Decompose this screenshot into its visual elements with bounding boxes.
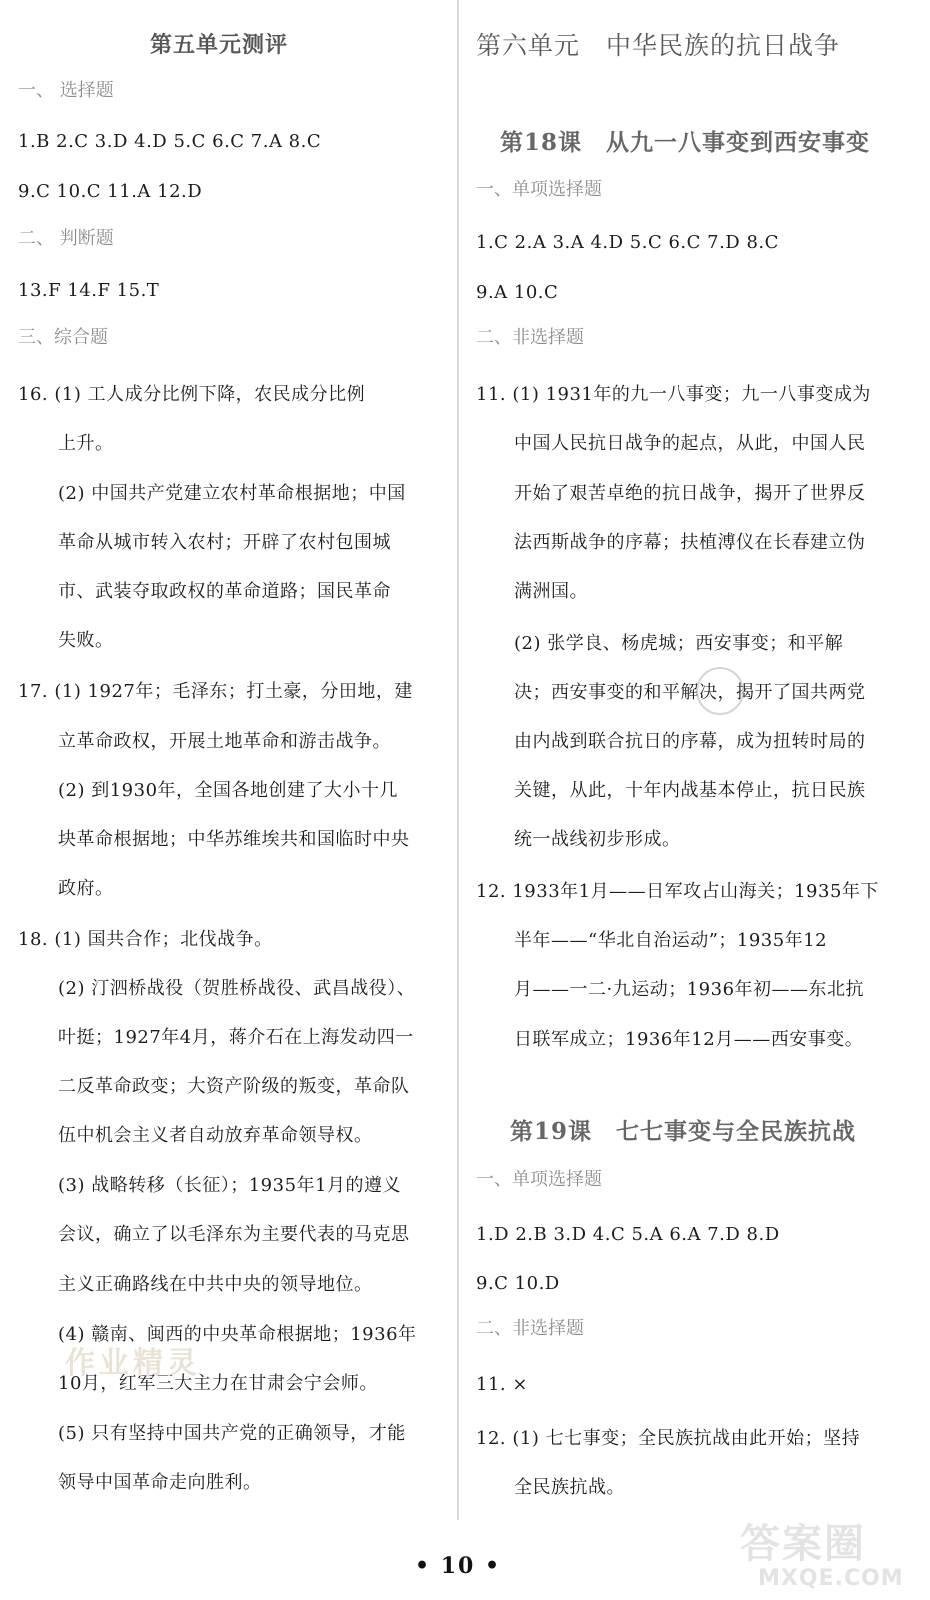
watermark-site: MXQE.COM <box>758 1566 904 1591</box>
section-heading-nonchoice: 二、非选择题 <box>476 327 584 348</box>
answer-line: (4) 赣南、闽西的中央革命根据地；1936年 <box>58 1324 417 1345</box>
answer-line: 主义正确路线在中共中央的领导地位。 <box>58 1274 373 1295</box>
answer-line: 9.C 10.D <box>476 1273 560 1294</box>
watermark-logo: 答案圈 <box>740 1520 866 1567</box>
answer-line: 满洲国。 <box>514 581 588 602</box>
answer-line: 12. (1) 七七事变；全民族抗战由此开始；坚持 <box>476 1428 861 1449</box>
answer-line: 16. (1) 工人成分比例下降，农民成分比例 <box>18 384 366 405</box>
answer-line: 半年——“华北自治运动”；1935年12 <box>514 930 828 951</box>
answer-line: 立革命政权，开展土地革命和游击战争。 <box>58 731 391 752</box>
answer-line: (3) 战略转移（长征）；1935年1月的遵义 <box>58 1175 401 1196</box>
section-heading-choice: 一、 选择题 <box>18 80 114 101</box>
answer-line: 1.D 2.B 3.D 4.C 5.A 6.A 7.D 8.D <box>476 1224 780 1245</box>
answer-line: 开始了艰苦卓绝的抗日战争，揭开了世界反 <box>514 483 866 504</box>
answer-line: 全民族抗战。 <box>514 1477 625 1498</box>
answer-line: 17. (1) 1927年；毛泽东；打土豪，分田地，建 <box>18 681 413 702</box>
answer-line: (2) 张学良、杨虎城；西安事变；和平解 <box>514 633 844 654</box>
answer-line: 伍中机会主义者自动放弃革命领导权。 <box>58 1125 373 1146</box>
answer-line: 日联军成立；1936年12月——西安事变。 <box>514 1029 864 1050</box>
unit-5-title: 第五单元测评 <box>150 32 289 58</box>
unit-6-title: 第六单元 中华民族的抗日战争 <box>476 31 841 60</box>
lesson-19-title: 第19课 七七事变与全民族抗战 <box>510 1118 857 1145</box>
answer-line: 法西斯战争的序幕；扶植溥仪在长春建立伪 <box>514 532 866 553</box>
answer-line: (5) 只有坚持中国共产党的正确领导，才能 <box>58 1423 406 1444</box>
answer-line: 关键，从此，十年内战基本停止，抗日民族 <box>514 780 866 801</box>
answer-line: 中国人民抗日战争的起点，从此，中国人民 <box>514 433 866 454</box>
answer-line: 11. (1) 1931年的九一八事变；九一八事变成为 <box>476 384 871 405</box>
answer-line: 12. 1933年1月——日军攻占山海关；1935年下 <box>476 881 879 902</box>
answer-line: 决；西安事变的和平解决，揭开了国共两党 <box>514 682 866 703</box>
answer-line: 统一战线初步形成。 <box>514 829 681 850</box>
answer-line: 领导中国革命走向胜利。 <box>58 1472 262 1493</box>
answer-line: 失败。 <box>58 630 114 651</box>
answer-line: 市、武装夺取政权的革命道路；国民革命 <box>58 581 391 602</box>
answer-line: (2) 到1930年，全国各地创建了大小十几 <box>58 780 399 801</box>
answer-line: 二反革命政变；大资产阶级的叛变，革命队 <box>58 1076 410 1097</box>
watermark-text: 作业精灵 <box>65 1346 201 1381</box>
answer-line: 革命从城市转入农村；开辟了农村包围城 <box>58 532 391 553</box>
section-heading-judge: 二、 判断题 <box>18 228 114 249</box>
answer-line: (2) 汀泗桥战役（贺胜桥战役、武昌战役）、 <box>58 978 416 999</box>
section-heading-comprehensive: 三、综合题 <box>18 327 108 348</box>
answer-line: 叶挺；1927年4月，蒋介石在上海发动四一 <box>58 1027 414 1048</box>
answer-line: 1.B 2.C 3.D 4.D 5.C 6.C 7.A 8.C <box>18 131 322 152</box>
answer-line: 1.C 2.A 3.A 4.D 5.C 6.C 7.D 8.C <box>476 232 779 253</box>
section-heading-choice: 一、单项选择题 <box>476 179 602 200</box>
stamp-seal-icon <box>696 667 744 715</box>
answer-line: 9.C 10.C 11.A 12.D <box>18 181 203 202</box>
section-heading-nonchoice: 二、非选择题 <box>476 1318 584 1339</box>
answer-line: 由内战到联合抗日的序幕，成为扭转时局的 <box>514 731 866 752</box>
answer-line: (2) 中国共产党建立农村革命根据地；中国 <box>58 483 406 504</box>
answer-line: 13.F 14.F 15.T <box>18 280 160 301</box>
answer-line: 11. × <box>476 1374 528 1395</box>
answer-line: 9.A 10.C <box>476 282 559 303</box>
answer-line: 上升。 <box>58 433 114 454</box>
section-heading-choice: 一、单项选择题 <box>476 1169 602 1190</box>
answer-line: 政府。 <box>58 878 114 899</box>
answer-line: 月——一二·九运动；1936年初——东北抗 <box>514 979 865 1000</box>
answer-line: 会议，确立了以毛泽东为主要代表的马克思 <box>58 1224 410 1245</box>
answer-line: 块革命根据地；中华苏维埃共和国临时中央 <box>58 829 410 850</box>
page-number: • 10 • <box>415 1553 502 1579</box>
answer-line: 18. (1) 国共合作；北伐战争。 <box>18 929 273 950</box>
answer-line: 10月，红军三大主力在甘肃会宁会师。 <box>58 1373 378 1394</box>
lesson-18-title: 第18课 从九一八事变到西安事变 <box>500 129 871 156</box>
column-divider <box>457 0 459 1520</box>
